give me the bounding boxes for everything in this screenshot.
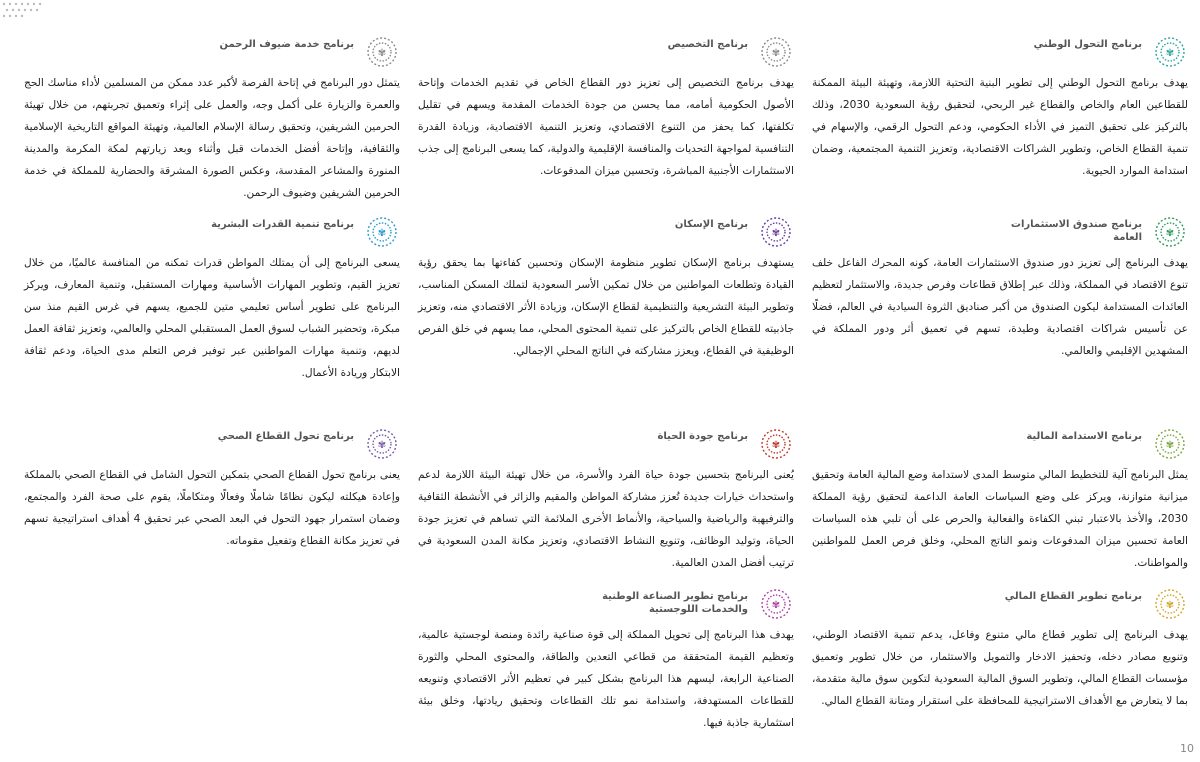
program-logo-icon xyxy=(1152,426,1188,462)
program-header xyxy=(418,426,794,468)
program-description: يستهدف برنامج الإسكان تطوير منظومة الإسكان وتحسين كفاءتها بما يحقق رؤية القيادة وتطلعات المواطنين من خلال تمكين الأسر السعودية لتملك المسكن المناسب، وتطوير البيئة التشريعية والتنظيمية لقطاع الإسكان، وزيادة الأثر الاقتصادي منه، وتعزيز جاذبيته للقطاع الخاص بالتركيز على تنمية المحتوى المحلي، مما يسهم في خلق الفرص الوظيفية في القطاع، ويعزز مشاركته في الناتج المحلي الإجمالي. xyxy=(418,257,794,357)
program-title: برنامج صندوق الاستثمارات العامة xyxy=(1010,219,1142,243)
program-description: يتمثل دور البرنامج في إتاحة الفرصة لأكبر عدد ممكن من المسلمين لأداء مناسك الحج والعمرة والزيارة على أكمل وجه، والعمل على إثراء وتعميق تجربتهم، من خلال تهيئة الحرمين الشريفين، وتحقيق رسالة الإسلام العالمية، وتهيئة المواقع التاريخية الإسلامية والثقافية، وإتاحة أفضل الخدمات قبل وأثناء وبعد زيارتهم لمكة المكرمة والمدينة المنورة والمشاعر المقدسة، وعكس الصورة المشرقة والحضارية للمملكة في خدمة الحرمين الشريفين وضيوف الرحمن. xyxy=(24,77,400,199)
program-header xyxy=(418,214,794,256)
program-title: برنامج التحول الوطني xyxy=(1033,39,1142,50)
svg-text:✾: ✾ xyxy=(1165,600,1175,611)
svg-text:✾: ✾ xyxy=(1165,228,1175,239)
decorative-dots-icon xyxy=(0,0,46,22)
program-title: برنامج خدمة ضيوف الرحمن xyxy=(219,39,354,50)
program-title: برنامج تنمية القدرات البشرية xyxy=(211,219,354,230)
svg-text:✾: ✾ xyxy=(377,440,387,451)
program-header xyxy=(24,34,400,76)
program-logo-icon xyxy=(1152,34,1188,70)
program-description: يعنى برنامج تحول القطاع الصحي بتمكين التحول الشامل في القطاع الصحي بالمملكة وإعادة هيكلته ليكون نظامًا شاملًا وفعالًا ومتكاملًا، يقوم على صحة الفرد والمجتمع، وضمان استمرار جهود التحول في البعد الصحي عبر تحقيق 4 أهداف استراتيجية تسهم في تعزيز مكانة القطاع وتفعيل مقوماته. xyxy=(24,469,400,547)
svg-text:✾: ✾ xyxy=(771,440,781,451)
svg-text:✾: ✾ xyxy=(377,48,387,59)
program-header xyxy=(418,586,794,628)
program-description: يهدف البرنامج إلى تعزيز دور صندوق الاستثمارات العامة، كونه المحرك الفاعل خلف تنوع الاقتصاد في المملكة، وذلك عبر إطلاق قطاعات وفرص جديدة، والاستثمار لتعظيم العائدات المستدامة ليكون الصندوق من أكبر صناديق الثروة السيادية في العالم، فضلًا عن تأسيس شراكات اقتصادية وطيدة، تسهم في تعميق أثر ودور المملكة في المشهدين الإقليمي والعالمي. xyxy=(812,257,1188,357)
program-logo-icon xyxy=(758,34,794,70)
program-header xyxy=(24,214,400,256)
program-logo-icon xyxy=(758,214,794,250)
svg-text:✾: ✾ xyxy=(1165,48,1175,59)
program-header xyxy=(418,34,794,76)
svg-text:✾: ✾ xyxy=(771,228,781,239)
program-header xyxy=(24,426,400,468)
program-header xyxy=(812,214,1188,256)
program-logo-icon xyxy=(364,426,400,462)
program-description: يهدف البرنامج إلى تطوير قطاع مالي متنوع وفاعل، يدعم تنمية الاقتصاد الوطني، وتنويع مصادر دخله، وتحفيز الادخار والتمويل والاستثمار، من خلال تطوير وتعميق مؤسسات القطاع المالي، وتطوير السوق المالية السعودية لتكوين سوق مالية متقدمة، بما لا يتعارض مع الأهداف الاستراتيجية للمحافظة على استقرار ومتانة القطاع المالي. xyxy=(812,629,1188,707)
program-description: يمثل البرنامج آلية للتخطيط المالي متوسط المدى لاستدامة وضع المالية العامة وتحقيق ميزانية متوازنة، ويركز على وضع السياسات العامة الداعمة لتحقيق رؤية المملكة 2030، والأخذ بالاعتبار تبني الكفاءة والفعالية والحرص على أن تلبي هذه السياسات العامة تحسين ميزان المدفوعات ونمو الناتج المحلي، وخلق فرص العمل للمواطنين والمواطنات. xyxy=(812,469,1188,569)
svg-text:✾: ✾ xyxy=(771,600,781,611)
program-header xyxy=(812,426,1188,468)
program-logo-icon xyxy=(1152,586,1188,622)
program-logo-icon xyxy=(758,586,794,622)
program-header xyxy=(812,34,1188,76)
svg-text:✾: ✾ xyxy=(1165,440,1175,451)
program-title: برنامج تطوير الصناعة الوطنية والخدمات اللوجستية xyxy=(602,591,748,615)
program-description: يهدف برنامج التحول الوطني إلى تطوير البنية التحتية اللازمة، وتهيئة البيئة الممكنة للقطاعين العام والخاص والقطاع غير الربحي، لتحقيق رؤية السعودية 2030، وذلك بالتركيز على تحقيق التميز في الأداء الحكومي، ودعم التحول الرقمي، والإسهام في تنمية القطاع الخاص، وتطوير الشراكات الاقتصادية، وتعزيز التنمية المجتمعية، وضمان استدامة الموارد الحيوية. xyxy=(812,77,1189,177)
program-header xyxy=(812,586,1188,628)
program-description: يهدف برنامج التخصيص إلى تعزيز دور القطاع الخاص في تقديم الخدمات وإتاحة الأصول الحكومية أمامه، مما يحسن من جودة الخدمات المقدمة ويسهم في تقليل تكلفتها، كما يحفز من التنوع الاقتصادي، وتعزيز التنمية الاقتصادية، وزيادة القدرة التنافسية لمواجهة التحديات والمنافسة الإقليمية والدولية، كما يسعى البرنامج إلى جذب الاستثمارات الأجنبية المباشرة، وتحسين ميزان المدفوعات. xyxy=(418,77,794,177)
svg-text:✾: ✾ xyxy=(771,48,781,59)
program-title: برنامج تطوير القطاع المالي xyxy=(1004,591,1142,602)
page-number: 10 xyxy=(1180,742,1194,755)
program-title: برنامج تحول القطاع الصحي xyxy=(217,431,354,442)
program-logo-icon xyxy=(758,426,794,462)
svg-text:✾: ✾ xyxy=(377,228,387,239)
program-logo-icon xyxy=(1152,214,1188,250)
program-logo-icon xyxy=(364,34,400,70)
program-title: برنامج الاستدامة المالية xyxy=(1026,431,1142,442)
program-description: يُعنى البرنامج بتحسين جودة حياة الفرد والأسرة، من خلال تهيئة البيئة اللازمة لدعم واستحداث خيارات جديدة تُعزز مشاركة المواطن والمقيم والزائر في الأنشطة الثقافية والترفيهية والرياضية والسياحية، والأنماط الأخرى الملائمة التي تساهم في تعزيز جودة الحياة، وتوليد الوظائف، وتنويع النشاط الاقتصادي، وتعزيز مكانة المدن السعودية في ترتيب أفضل المدن العالمية. xyxy=(418,469,794,569)
program-title: برنامج الإسكان xyxy=(674,219,748,230)
program-title: برنامج التخصيص xyxy=(667,39,748,50)
program-description: يسعى البرنامج إلى أن يمتلك المواطن قدرات تمكنه من المنافسة عالميًا، من خلال تعزيز القيم، وتطوير المهارات الأساسية ومهارات المستقبل، وتنمية المعارف، ويركز البرنامج على تطوير أساس تعليمي متين للجميع، يسهم في غرس القيم منذ سن مبكرة، وتحضير الشباب لسوق العمل المستقبلي المحلي والعالمي، وتعزيز ثقافة العمل لديهم، وتنمية مهارات المواطنين عبر توفير فرص التعلم مدى الحياة، ودعم ثقافة الابتكار وريادة الأعمال. xyxy=(24,257,400,379)
program-description: يهدف هذا البرنامج إلى تحويل المملكة إلى قوة صناعية رائدة ومنصة لوجستية عالمية، وتعظيم القيمة المتحققة من قطاعي التعدين والطاقة، والمحتوى المحلي والثورة الصناعية الرابعة، ليسهم هذا البرنامج بشكل كبير في تعظيم الأثر الاقتصادي وتنويعه للقطاعات المستهدفة، واستدامة نمو تلك القطاعات وتحقيق ريادتها، وخلق بيئة استثمارية جاذبة فيها. xyxy=(418,629,794,729)
program-title: برنامج جودة الحياة xyxy=(657,431,748,442)
program-logo-icon xyxy=(364,214,400,250)
